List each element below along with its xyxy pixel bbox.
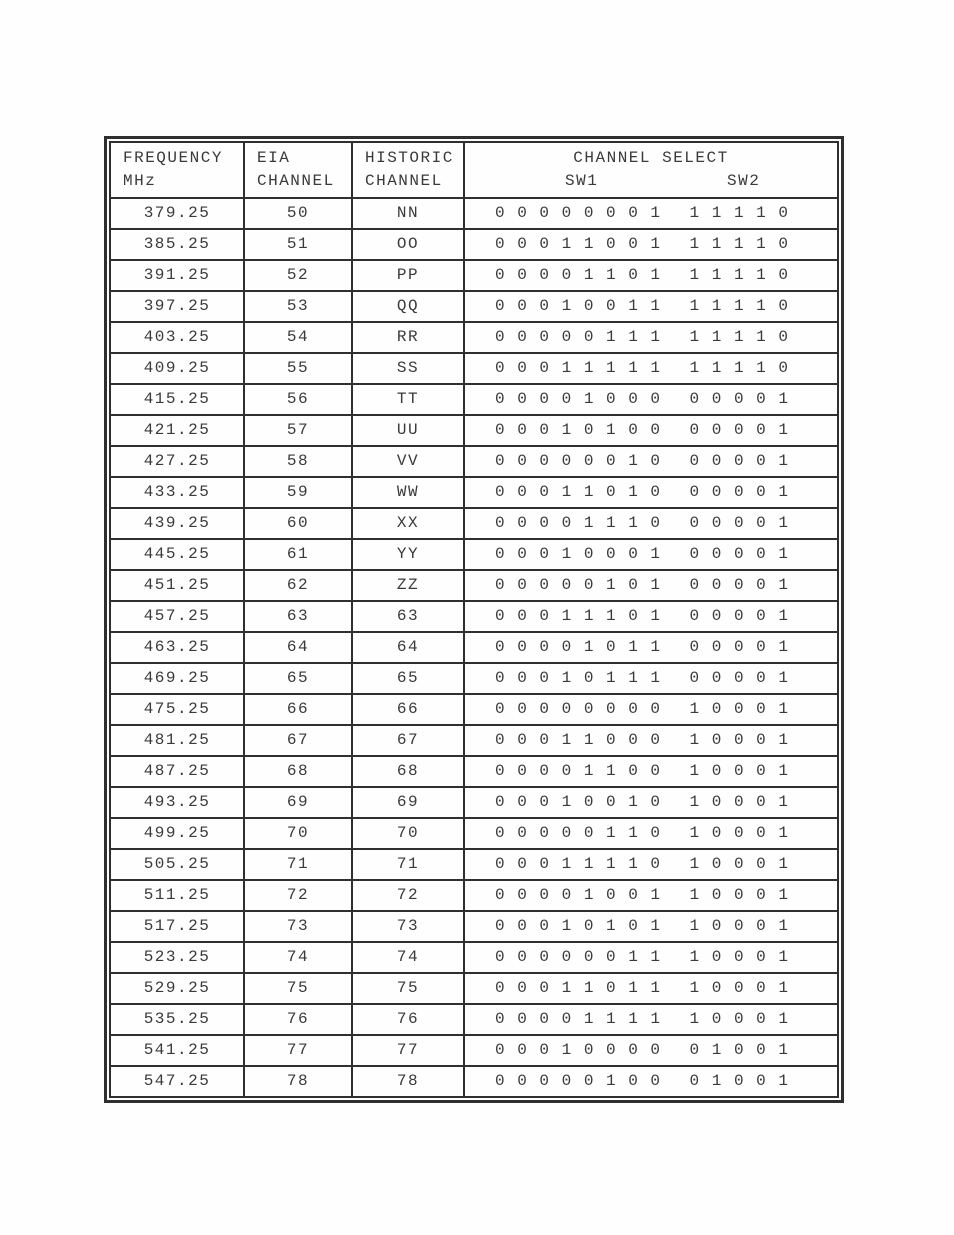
channel-select-cell bbox=[464, 291, 838, 322]
sw1-bits: 0 0 0 0 1 0 0 1 bbox=[495, 886, 662, 904]
table-body bbox=[110, 198, 838, 1097]
historic-channel-cell: YY bbox=[352, 539, 464, 570]
table-row bbox=[110, 632, 838, 663]
sw2-bits: 1 0 0 0 1 bbox=[689, 731, 790, 749]
sw1-bits: 0 0 0 1 1 0 0 1 bbox=[495, 235, 662, 253]
table-row bbox=[110, 260, 838, 291]
historic-channel-cell: XX bbox=[352, 508, 464, 539]
sw1-bits: 0 0 0 0 1 1 1 0 bbox=[495, 514, 662, 532]
sw1-bits: 0 0 0 0 1 1 0 1 bbox=[495, 266, 662, 284]
frequency-cell: 409.25 bbox=[110, 353, 244, 384]
table-row bbox=[110, 1004, 838, 1035]
channel-select-cell bbox=[464, 632, 838, 663]
channel-select-cell bbox=[464, 601, 838, 632]
sw2-bits: 1 1 1 1 0 bbox=[689, 266, 790, 284]
historic-channel-cell: QQ bbox=[352, 291, 464, 322]
sw2-bits: 0 1 0 0 1 bbox=[689, 1072, 790, 1090]
sw2-bits: 0 0 0 0 1 bbox=[689, 514, 790, 532]
historic-channel-cell: UU bbox=[352, 415, 464, 446]
sw2-bits: 1 0 0 0 1 bbox=[689, 762, 790, 780]
historic-channel-cell: 78 bbox=[352, 1066, 464, 1097]
frequency-cell: 511.25 bbox=[110, 880, 244, 911]
table-row bbox=[110, 291, 838, 322]
table-row bbox=[110, 477, 838, 508]
table-row bbox=[110, 725, 838, 756]
sw2-bits: 0 0 0 0 1 bbox=[689, 607, 790, 625]
eia-header-line1: EIA bbox=[257, 149, 291, 167]
channel-select-cell bbox=[464, 1035, 838, 1066]
eia-channel-cell: 69 bbox=[244, 787, 352, 818]
historic-channel-cell: SS bbox=[352, 353, 464, 384]
channel-select-cell bbox=[464, 725, 838, 756]
sw1-bits: 0 0 0 1 1 0 1 1 bbox=[495, 979, 662, 997]
eia-channel-cell: 59 bbox=[244, 477, 352, 508]
sw2-bits: 0 0 0 0 1 bbox=[689, 545, 790, 563]
channel-select-cell bbox=[464, 508, 838, 539]
frequency-header bbox=[110, 142, 244, 198]
sw2-bits: 1 0 0 0 1 bbox=[689, 855, 790, 873]
historic-channel-cell: 76 bbox=[352, 1004, 464, 1035]
frequency-cell: 403.25 bbox=[110, 322, 244, 353]
eia-channel-cell: 72 bbox=[244, 880, 352, 911]
frequency-header-line1: FREQUENCY bbox=[123, 149, 223, 167]
historic-channel-cell: 64 bbox=[352, 632, 464, 663]
sw2-bits: 1 1 1 1 0 bbox=[689, 328, 790, 346]
table-row bbox=[110, 880, 838, 911]
eia-channel-cell: 51 bbox=[244, 229, 352, 260]
channel-select-cell bbox=[464, 539, 838, 570]
frequency-cell: 415.25 bbox=[110, 384, 244, 415]
sw1-bits: 0 0 0 1 1 0 0 0 bbox=[495, 731, 662, 749]
eia-channel-cell: 55 bbox=[244, 353, 352, 384]
sw1-bits: 0 0 0 0 1 1 1 1 bbox=[495, 1010, 662, 1028]
channel-select-title: CHANNEL SELECT bbox=[573, 149, 729, 167]
eia-channel-cell: 50 bbox=[244, 198, 352, 229]
eia-channel-cell: 60 bbox=[244, 508, 352, 539]
frequency-cell: 493.25 bbox=[110, 787, 244, 818]
frequency-cell: 529.25 bbox=[110, 973, 244, 1004]
sw1-bits: 0 0 0 0 0 1 0 1 bbox=[495, 576, 662, 594]
frequency-channel-table bbox=[109, 141, 839, 1098]
table-row bbox=[110, 415, 838, 446]
historic-channel-cell: 67 bbox=[352, 725, 464, 756]
historic-channel-cell: ZZ bbox=[352, 570, 464, 601]
table-row bbox=[110, 508, 838, 539]
sw1-bits: 0 0 0 1 0 0 1 0 bbox=[495, 793, 662, 811]
table-row bbox=[110, 229, 838, 260]
table-row bbox=[110, 694, 838, 725]
table-row bbox=[110, 942, 838, 973]
sw2-bits: 0 0 0 0 1 bbox=[689, 483, 790, 501]
frequency-cell: 505.25 bbox=[110, 849, 244, 880]
eia-channel-cell: 68 bbox=[244, 756, 352, 787]
historic-channel-cell: 77 bbox=[352, 1035, 464, 1066]
sw1-bits: 0 0 0 1 1 1 1 0 bbox=[495, 855, 662, 873]
sw2-bits: 1 0 0 0 1 bbox=[689, 917, 790, 935]
channel-select-cell bbox=[464, 384, 838, 415]
table-row bbox=[110, 384, 838, 415]
frequency-cell: 433.25 bbox=[110, 477, 244, 508]
eia-channel-cell: 77 bbox=[244, 1035, 352, 1066]
sw1-bits: 0 0 0 1 1 1 0 1 bbox=[495, 607, 662, 625]
historic-header-line1: HISTORIC bbox=[365, 149, 454, 167]
eia-channel-cell: 65 bbox=[244, 663, 352, 694]
channel-select-cell bbox=[464, 663, 838, 694]
eia-channel-cell: 53 bbox=[244, 291, 352, 322]
table-header bbox=[110, 142, 838, 198]
historic-channel-cell: 75 bbox=[352, 973, 464, 1004]
frequency-cell: 379.25 bbox=[110, 198, 244, 229]
sw1-bits: 0 0 0 1 0 0 0 1 bbox=[495, 545, 662, 563]
table-row bbox=[110, 849, 838, 880]
frequency-cell: 541.25 bbox=[110, 1035, 244, 1066]
header-row bbox=[110, 142, 838, 198]
historic-channel-header bbox=[352, 142, 464, 198]
frequency-cell: 451.25 bbox=[110, 570, 244, 601]
eia-channel-cell: 63 bbox=[244, 601, 352, 632]
channel-select-cell bbox=[464, 446, 838, 477]
sw1-bits: 0 0 0 1 0 1 1 1 bbox=[495, 669, 662, 687]
eia-channel-cell: 58 bbox=[244, 446, 352, 477]
channel-select-cell bbox=[464, 477, 838, 508]
eia-channel-cell: 74 bbox=[244, 942, 352, 973]
sw1-bits: 0 0 0 1 0 1 0 1 bbox=[495, 917, 662, 935]
channel-select-cell bbox=[464, 1066, 838, 1097]
channel-select-cell bbox=[464, 353, 838, 384]
channel-select-cell bbox=[464, 973, 838, 1004]
historic-channel-cell: RR bbox=[352, 322, 464, 353]
frequency-cell: 475.25 bbox=[110, 694, 244, 725]
table-row bbox=[110, 756, 838, 787]
eia-channel-cell: 62 bbox=[244, 570, 352, 601]
channel-select-cell bbox=[464, 787, 838, 818]
sw2-bits: 0 1 0 0 1 bbox=[689, 1041, 790, 1059]
historic-channel-cell: WW bbox=[352, 477, 464, 508]
sw2-bits: 1 0 0 0 1 bbox=[689, 824, 790, 842]
historic-channel-cell: TT bbox=[352, 384, 464, 415]
frequency-cell: 385.25 bbox=[110, 229, 244, 260]
sw2-bits: 1 0 0 0 1 bbox=[689, 700, 790, 718]
sw2-bits: 1 0 0 0 1 bbox=[689, 979, 790, 997]
frequency-cell: 481.25 bbox=[110, 725, 244, 756]
sw2-bits: 0 0 0 0 1 bbox=[689, 390, 790, 408]
historic-channel-cell: 69 bbox=[352, 787, 464, 818]
sw1-bits: 0 0 0 0 0 0 0 1 bbox=[495, 204, 662, 222]
channel-select-header bbox=[464, 142, 838, 198]
table-row bbox=[110, 973, 838, 1004]
channel-select-cell bbox=[464, 911, 838, 942]
sw1-bits: 0 0 0 1 0 0 1 1 bbox=[495, 297, 662, 315]
channel-select-cell bbox=[464, 570, 838, 601]
sw1-bits: 0 0 0 0 0 0 1 1 bbox=[495, 948, 662, 966]
channel-select-cell bbox=[464, 942, 838, 973]
channel-select-cell bbox=[464, 260, 838, 291]
eia-channel-cell: 78 bbox=[244, 1066, 352, 1097]
sw2-bits: 1 0 0 0 1 bbox=[689, 1010, 790, 1028]
sw2-label: SW2 bbox=[727, 172, 761, 190]
table-row bbox=[110, 911, 838, 942]
eia-channel-cell: 75 bbox=[244, 973, 352, 1004]
sw1-bits: 0 0 0 0 1 1 0 0 bbox=[495, 762, 662, 780]
eia-channel-cell: 61 bbox=[244, 539, 352, 570]
channel-select-cell bbox=[464, 322, 838, 353]
frequency-cell: 523.25 bbox=[110, 942, 244, 973]
sw1-bits: 0 0 0 0 0 0 1 0 bbox=[495, 452, 662, 470]
frequency-cell: 445.25 bbox=[110, 539, 244, 570]
frequency-cell: 499.25 bbox=[110, 818, 244, 849]
sw2-bits: 0 0 0 0 1 bbox=[689, 576, 790, 594]
table-row bbox=[110, 787, 838, 818]
channel-select-cell bbox=[464, 849, 838, 880]
sw2-bits: 0 0 0 0 1 bbox=[689, 638, 790, 656]
sw2-bits: 0 0 0 0 1 bbox=[689, 669, 790, 687]
channel-select-table bbox=[104, 136, 844, 1103]
frequency-cell: 487.25 bbox=[110, 756, 244, 787]
channel-select-cell bbox=[464, 1004, 838, 1035]
sw1-bits: 0 0 0 0 0 1 1 1 bbox=[495, 328, 662, 346]
channel-select-cell bbox=[464, 880, 838, 911]
table-row bbox=[110, 570, 838, 601]
eia-channel-header bbox=[244, 142, 352, 198]
sw1-bits: 0 0 0 0 1 0 1 1 bbox=[495, 638, 662, 656]
historic-channel-cell: 70 bbox=[352, 818, 464, 849]
table-row bbox=[110, 601, 838, 632]
table-row bbox=[110, 446, 838, 477]
sw1-label: SW1 bbox=[565, 172, 599, 190]
eia-header-line2: CHANNEL bbox=[257, 172, 335, 190]
sw1-bits: 0 0 0 0 1 0 0 0 bbox=[495, 390, 662, 408]
historic-channel-cell: 74 bbox=[352, 942, 464, 973]
frequency-cell: 427.25 bbox=[110, 446, 244, 477]
frequency-cell: 469.25 bbox=[110, 663, 244, 694]
table-row bbox=[110, 818, 838, 849]
sw2-bits: 1 1 1 1 0 bbox=[689, 359, 790, 377]
sw2-bits: 1 0 0 0 1 bbox=[689, 886, 790, 904]
frequency-cell: 547.25 bbox=[110, 1066, 244, 1097]
eia-channel-cell: 64 bbox=[244, 632, 352, 663]
historic-channel-cell: 72 bbox=[352, 880, 464, 911]
historic-channel-cell: 66 bbox=[352, 694, 464, 725]
historic-channel-cell: NN bbox=[352, 198, 464, 229]
sw2-bits: 1 1 1 1 0 bbox=[689, 204, 790, 222]
sw1-bits: 0 0 0 0 0 0 0 0 bbox=[495, 700, 662, 718]
historic-channel-cell: 73 bbox=[352, 911, 464, 942]
channel-select-cell bbox=[464, 818, 838, 849]
channel-select-cell bbox=[464, 694, 838, 725]
sw1-bits: 0 0 0 1 1 1 1 1 bbox=[495, 359, 662, 377]
historic-channel-cell: VV bbox=[352, 446, 464, 477]
frequency-cell: 421.25 bbox=[110, 415, 244, 446]
eia-channel-cell: 70 bbox=[244, 818, 352, 849]
sw2-bits: 1 1 1 1 0 bbox=[689, 297, 790, 315]
channel-select-cell bbox=[464, 415, 838, 446]
sw1-bits: 0 0 0 1 0 0 0 0 bbox=[495, 1041, 662, 1059]
eia-channel-cell: 52 bbox=[244, 260, 352, 291]
sw2-bits: 1 1 1 1 0 bbox=[689, 235, 790, 253]
table-row bbox=[110, 539, 838, 570]
eia-channel-cell: 76 bbox=[244, 1004, 352, 1035]
historic-channel-cell: 71 bbox=[352, 849, 464, 880]
eia-channel-cell: 67 bbox=[244, 725, 352, 756]
table-row bbox=[110, 198, 838, 229]
historic-channel-cell: PP bbox=[352, 260, 464, 291]
frequency-header-line2: MHz bbox=[123, 172, 157, 190]
eia-channel-cell: 54 bbox=[244, 322, 352, 353]
eia-channel-cell: 73 bbox=[244, 911, 352, 942]
historic-channel-cell: 65 bbox=[352, 663, 464, 694]
sw2-bits: 0 0 0 0 1 bbox=[689, 452, 790, 470]
sw1-bits: 0 0 0 1 0 1 0 0 bbox=[495, 421, 662, 439]
sw1-bits: 0 0 0 0 0 1 0 0 bbox=[495, 1072, 662, 1090]
table-row bbox=[110, 1035, 838, 1066]
historic-header-line2: CHANNEL bbox=[365, 172, 443, 190]
historic-channel-cell: OO bbox=[352, 229, 464, 260]
table-row bbox=[110, 1066, 838, 1097]
eia-channel-cell: 56 bbox=[244, 384, 352, 415]
channel-select-cell bbox=[464, 756, 838, 787]
channel-select-cell bbox=[464, 229, 838, 260]
table-row bbox=[110, 663, 838, 694]
frequency-cell: 391.25 bbox=[110, 260, 244, 291]
frequency-cell: 457.25 bbox=[110, 601, 244, 632]
frequency-cell: 463.25 bbox=[110, 632, 244, 663]
sw2-bits: 0 0 0 0 1 bbox=[689, 421, 790, 439]
frequency-cell: 439.25 bbox=[110, 508, 244, 539]
sw2-bits: 1 0 0 0 1 bbox=[689, 793, 790, 811]
table-row bbox=[110, 322, 838, 353]
frequency-cell: 517.25 bbox=[110, 911, 244, 942]
historic-channel-cell: 68 bbox=[352, 756, 464, 787]
sw2-bits: 1 0 0 0 1 bbox=[689, 948, 790, 966]
sw1-bits: 0 0 0 0 0 1 1 0 bbox=[495, 824, 662, 842]
frequency-cell: 397.25 bbox=[110, 291, 244, 322]
eia-channel-cell: 66 bbox=[244, 694, 352, 725]
eia-channel-cell: 71 bbox=[244, 849, 352, 880]
table-row bbox=[110, 353, 838, 384]
historic-channel-cell: 63 bbox=[352, 601, 464, 632]
switch-labels bbox=[465, 170, 837, 193]
frequency-cell: 535.25 bbox=[110, 1004, 244, 1035]
eia-channel-cell: 57 bbox=[244, 415, 352, 446]
sw1-bits: 0 0 0 1 1 0 1 0 bbox=[495, 483, 662, 501]
channel-select-cell bbox=[464, 198, 838, 229]
